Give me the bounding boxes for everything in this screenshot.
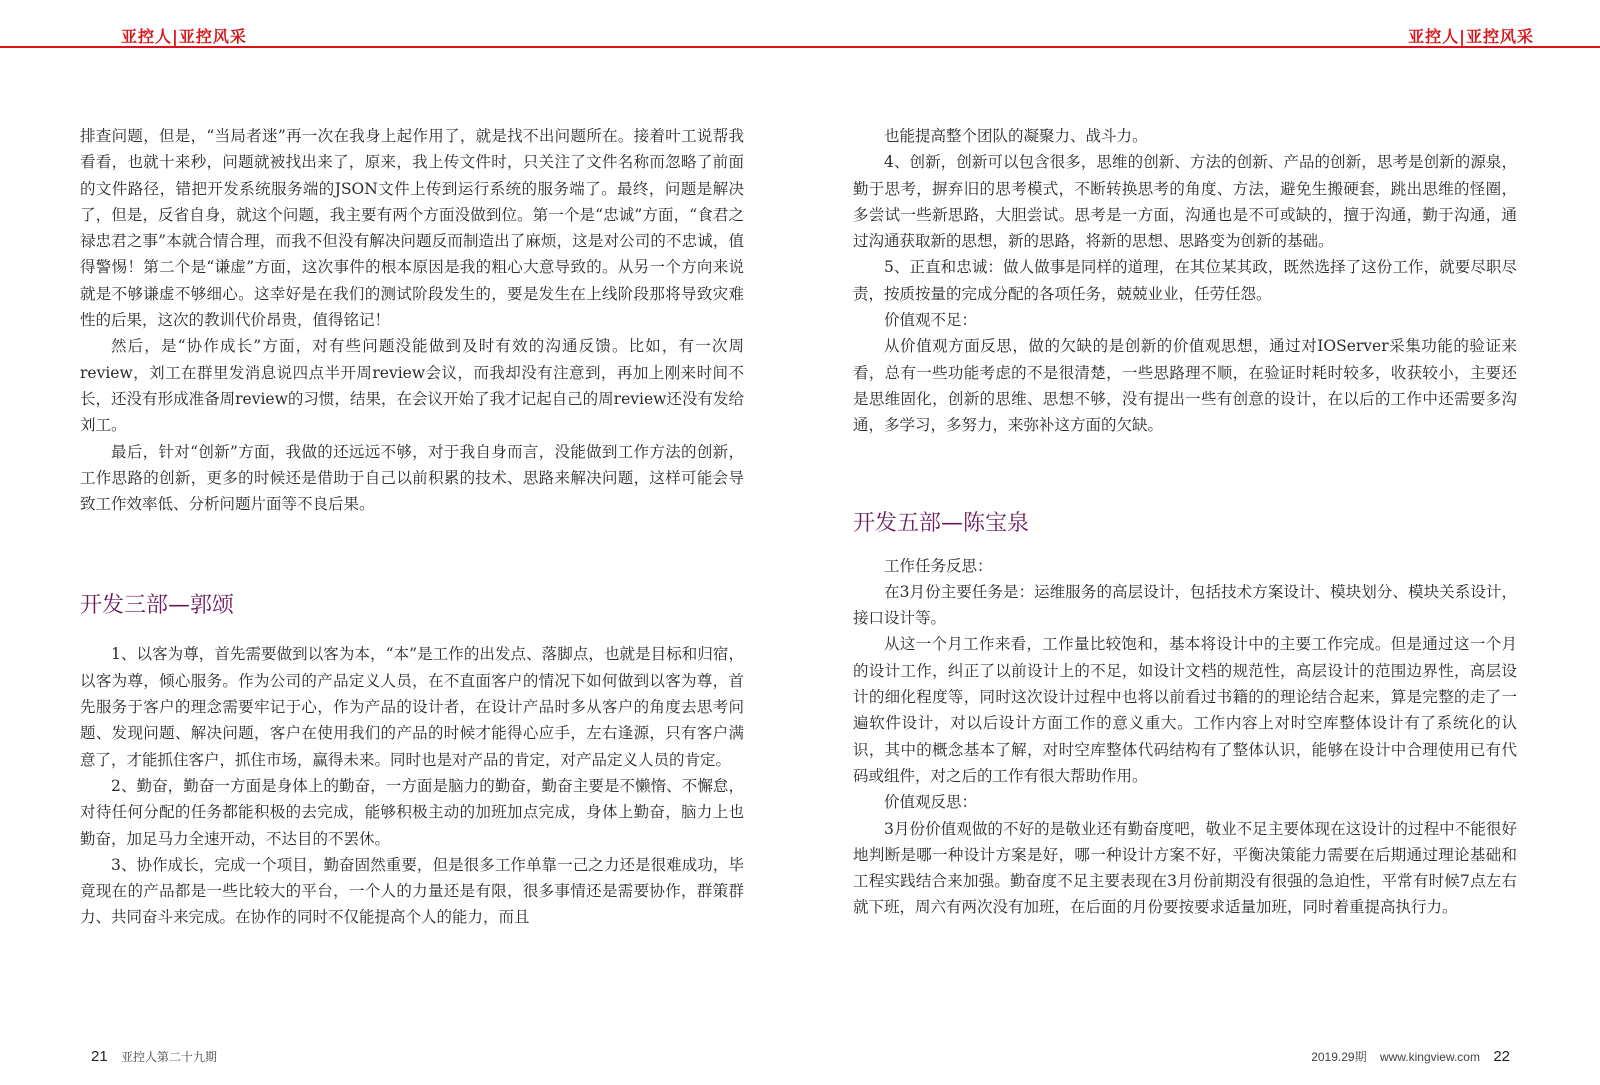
- section-title: 开发五部—陈宝泉: [853, 510, 1030, 536]
- section-title: 开发三部—郭颂: [80, 593, 235, 619]
- paragraph: 5、正直和忠诚：做人做事是同样的道理，在其位某其政，既然选择了这份工作，就要尽职尽责，按质按量的完成分配的各项任务，兢兢业业，任劳任怨。: [853, 258, 1517, 303]
- left-page-column: [80, 123, 744, 931]
- paragraph: 价值观不足：: [884, 311, 978, 330]
- paragraph: 然后，是“协作成长”方面，对有些问题没能做到及时有效的沟通反馈。比如，有一次周review，刘工在群里发消息说四点半开周review会议，而我却没有注意到，再加上刚来时间不长，还没有形成准备周review的习惯，结果，在会议开始了我才记起自己的周review还没有发给刘工。: [80, 337, 744, 435]
- right-page-column: [853, 123, 1517, 921]
- paragraph: 最后，针对“创新”方面，我做的还远远不够，对于我自身而言，没能做到工作方法的创新，工作思路的创新，更多的时候还是借助于自己以前积累的技术、思路来解决问题，这样可能会导致工作效率低、分析问题片面等不良后果。: [80, 442, 744, 514]
- footer-right: [1301, 1049, 1510, 1065]
- paragraph: 也能提高整个团队的凝聚力、战斗力。: [884, 127, 1148, 145]
- paragraph: 4、创新，创新可以包含很多，思维的创新、方法的创新、产品的创新，思考是创新的源泉，勤于思考，摒弃旧的思考模式，不断转换思考的角度、方法，避免生搬硬套，跳出思维的怪圈，多尝试一些新思路，大胆尝试。思考是一方面，沟通也是不可或缺的，擅于沟通，勤于沟通，通过沟通获取新的思想，新的思路，将新的思想、思路变为创新的基础。: [853, 153, 1517, 251]
- page-number-left: 21: [91, 1048, 108, 1065]
- paragraph: 从这一个月工作来看，工作量比较饱和，基本将设计中的主要工作完成。但是通过这一个月的设计工作，纠正了以前设计上的不足，如设计文档的规范性，高层设计的范围边界性，高层设计的细化程度等，同时这次设计过程中也将以前看过书籍的的理论结合起来，算是完整的走了一遍软件设计，对以后设计方面工作的意义重大。工作内容上对时空库整体设计有了系统化的认识，其中的概念基本了解，对时空库整体代码结构有了整体认识，能够在设计中合理使用已有代码或组件，对之后的工作有很大帮助作用。: [853, 635, 1517, 785]
- header-title-right: 亚控人|亚控风采: [1408, 27, 1534, 46]
- paragraph: 工作任务反思：: [884, 556, 993, 575]
- header-title-left: 亚控人|亚控风采: [121, 27, 247, 46]
- paragraph: 在3月份主要任务是：运维服务的高层设计，包括技术方案设计、模块划分、模块关系设计，接口设计等。: [853, 582, 1517, 628]
- header-divider: [0, 46, 1600, 48]
- page-number-right: 22: [1493, 1048, 1510, 1065]
- issue-label-right: 2019.29期: [1311, 1050, 1367, 1064]
- issue-label-left: 亚控人第二十九期: [121, 1050, 218, 1064]
- paragraph: 3、协作成长，完成一个项目，勤奋固然重要，但是很多工作单靠一己之力还是很难成功，毕竟现在的产品都是一些比较大的平台，一个人的力量还是有限，很多事情还是需要协作，群策群力、共同奋斗来完成。在协作的同时不仅能提高个人的能力，而且: [80, 855, 744, 927]
- footer-left: [91, 1049, 227, 1065]
- paragraph: 价值观反思：: [884, 793, 978, 812]
- paragraph: 1、以客为尊，首先需要做到以客为本，“本”是工作的出发点、落脚点，也就是目标和归宿，以客为尊，倾心服务。作为公司的产品定义人员，在不直面客户的情况下如何做到以客为尊，首先服务于客户的理念需要牢记于心，作为产品的设计者，在设计产品时多从客户的角度去思考问题、发现问题、解决问题，客户在使用我们的产品的时候才能得心应手，左右逢源，只有客户满意了，才能抓住客户，抓住市场，赢得未来。同时也是对产品的肯定，对产品定义人员的肯定。: [80, 645, 744, 769]
- paragraph: 2、勤奋，勤奋一方面是身体上的勤奋，一方面是脑力的勤奋，勤奋主要是不懒惰、不懈怠，对待任何分配的任务都能积极的去完成，能够积极主动的加班加点完成，身体上勤奋，脑力上也勤奋，加足马力全速开动，不达目的不罢休。: [80, 776, 744, 848]
- paragraph: 3月份价值观做的不好的是敬业还有勤奋度吧，敬业不足主要体现在这设计的过程中不能很好地判断是哪一种设计方案是好，哪一种设计方案不好，平衡决策能力需要在后期通过理论基础和工程实践结合来加强。勤奋度不足主要表现在3月份前期没有很强的急迫性，平常有时候7点左右就下班，周六有两次没有加班，在后面的月份要按要求适量加班，同时着重提高执行力。: [853, 819, 1517, 917]
- website-url: www.kingview.com: [1379, 1050, 1480, 1064]
- paragraph: 从价值观方面反思，做的欠缺的是创新的价值观思想，通过对IOServer采集功能的验证来看，总有一些功能考虑的不是很清楚，一些思路理不顺，在验证时耗时较多，收获较小，主要还是思维固化，创新的思维、思想不够，没有提出一些有创意的设计，在以后的工作中还需要多沟通，多学习，多努力，来弥补这方面的欠缺。: [853, 337, 1517, 435]
- paragraph: 排查问题，但是，“当局者迷”再一次在我身上起作用了，就是找不出问题所在。接着叶工说帮我看看，也就十来秒，问题就被找出来了，原来，我上传文件时，只关注了文件名称而忽略了前面的文件路径，错把开发系统服务端的JSON文件上传到运行系统的服务端了。最终，问题是解决了，但是，反省自身，就这个问题，我主要有两个方面没做到位。第一个是“忠诚”方面，“食君之禄忠君之事”本就合情合理，而我不但没有解决问题反而制造出了麻烦，这是对公司的不忠诚，值得警惕！第二个是“谦虚”方面，这次事件的根本原因是我的粗心大意导致的。从另一个方向来说就是不够谦虚不够细心。这幸好是在我们的测试阶段发生的，要是发生在上线阶段那将导致灾难性的后果，这次的教训代价昂贵，值得铭记！: [80, 127, 744, 330]
